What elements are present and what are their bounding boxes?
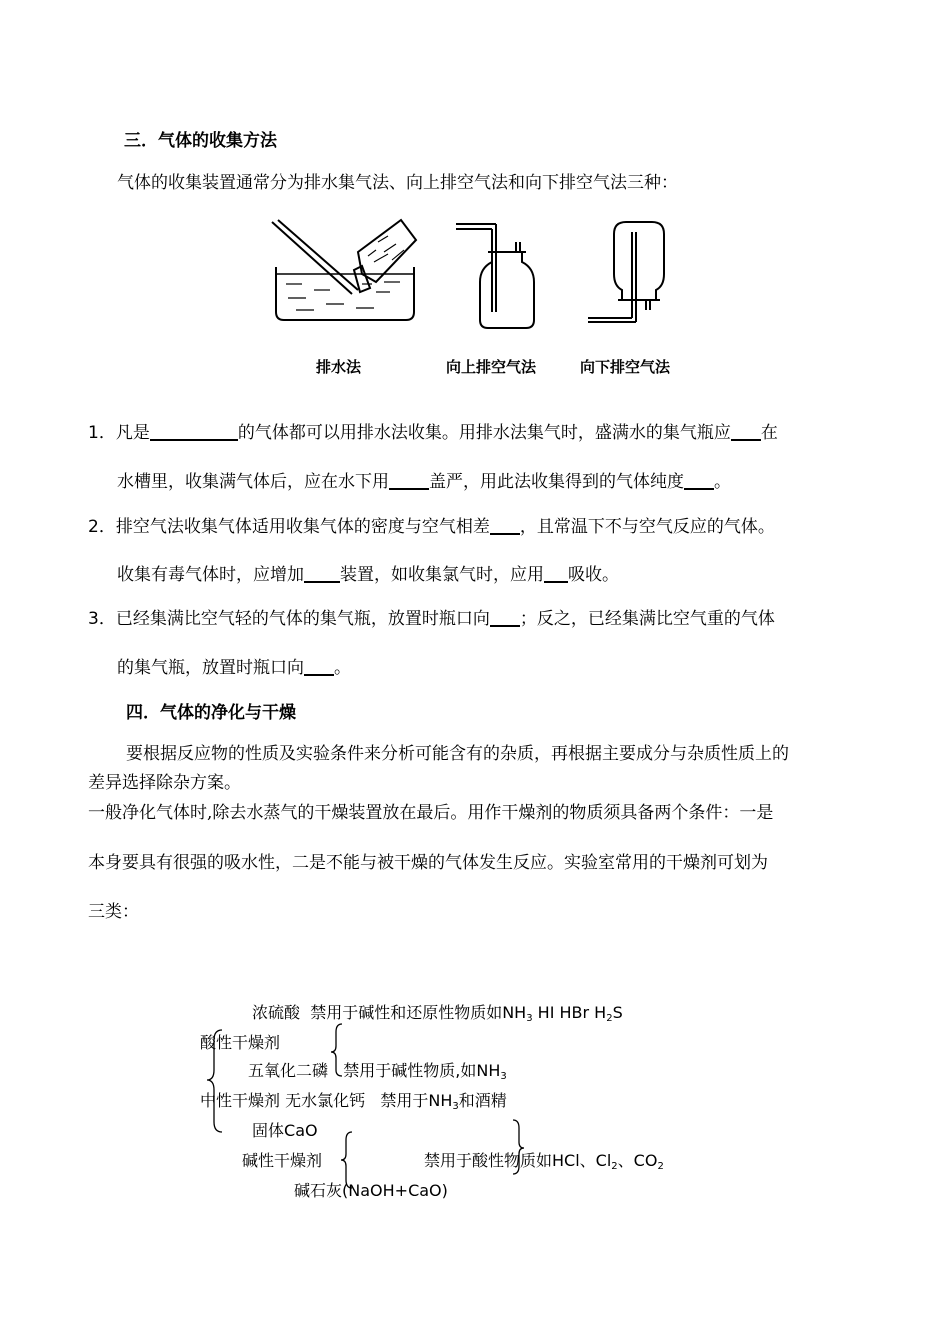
acid-agent-2: 五氧化二磷 [248, 1061, 329, 1080]
base-note: 禁用于酸性物质如 [424, 1151, 553, 1170]
formula-co: 、CO [617, 1151, 658, 1170]
formula-cao: CaO [284, 1121, 318, 1140]
subscript-2: 2 [611, 1161, 618, 1172]
neutral-agent: 无水氯化钙 [285, 1091, 366, 1110]
neutral-drying-agent-label: 中性干燥剂 [200, 1091, 281, 1110]
section-4-title: 四．气体的净化与干燥 [126, 703, 296, 723]
neutral-note-a: 禁用于 [380, 1091, 429, 1110]
question-2-text-b: ，且常温下不与空气反应的气体。 [519, 517, 775, 537]
base-note-row [424, 1148, 664, 1172]
figure-label-upward: 向上排空气法 [446, 358, 537, 376]
question-2-text-a: 排空气法收集气体适用收集气体的密度与空气相差 [115, 517, 490, 537]
acid-agent-2-row [248, 1058, 507, 1082]
subscript-3: 3 [500, 1071, 507, 1082]
question-1-number: 1． [88, 423, 116, 443]
base-drying-agent-label: 碱性干燥剂 [242, 1151, 323, 1170]
section-4-paragraph-1-line-1: 要根据反应物的性质及实验条件来分析可能含有的杂质，再根据主要成分与杂质性质上的 [126, 744, 789, 764]
acid-agent-2-note: 禁用于碱性物质,如 [343, 1061, 477, 1080]
question-3-text-a: 已经集满比空气轻的气体的集气瓶，放置时瓶口向 [115, 609, 490, 629]
neutral-note-b: 和酒精 [458, 1091, 507, 1110]
acid-agent-1-row [252, 1000, 623, 1024]
question-1-text-a: 凡是 [115, 423, 150, 443]
question-2-number: 2． [88, 517, 116, 537]
section-4-paragraph-2-line-1: 一般净化气体时,除去水蒸气的干燥装置放在最后。用作干燥剂的物质须具备两个条件：一是 [88, 803, 774, 823]
formula-hcl-cl: HCl、Cl [552, 1151, 612, 1170]
question-1-text-c: 在 [760, 423, 778, 443]
question-3-number: 3． [88, 609, 116, 629]
question-3-text-d: 。 [334, 658, 351, 678]
section-4-paragraph-1-line-2: 差异选择除杂方案。 [88, 773, 241, 793]
subscript-3: 3 [526, 1013, 533, 1024]
base-agent-2-row [294, 1178, 448, 1201]
question-3-text-b: ；反之，已经集满比空气重的气体 [519, 609, 775, 629]
question-1-text-b: 的气体都可以用排水法收集。用排水法集气时，盛满水的集气瓶应 [237, 423, 731, 443]
subscript-3: 3 [452, 1101, 459, 1112]
formula-hi-hbr: HI HBr H [532, 1003, 607, 1022]
neutral-row [200, 1088, 507, 1112]
formula-nh3: NH [476, 1061, 501, 1080]
section-3-title: 三．气体的收集方法 [124, 131, 277, 151]
formula-naoh-cao: (NaOH+CaO) [342, 1181, 448, 1200]
acid-drying-agent-label: 酸性干燥剂 [200, 1033, 281, 1052]
formula-nh3: NH [428, 1091, 453, 1110]
question-2-text-e: 吸收。 [568, 565, 619, 585]
subscript-2: 2 [657, 1161, 664, 1172]
formula-nh3: NH [502, 1003, 527, 1022]
acid-agent-1: 浓硫酸 [252, 1003, 301, 1022]
section-3-intro: 气体的收集装置通常分为排水集气法、向上排空气法和向下排空气法三种： [117, 173, 678, 193]
formula-s: S [612, 1003, 623, 1022]
question-1-text-e: 盖严，用此法收集得到的气体纯度 [429, 472, 684, 492]
base-agent-2: 碱石灰 [294, 1181, 343, 1200]
subscript-2: 2 [606, 1013, 613, 1024]
question-3-text-c: 的集气瓶，放置时瓶口向 [117, 658, 304, 678]
question-2-text-c: 收集有毒气体时，应增加 [117, 565, 304, 585]
acid-agent-1-note: 禁用于碱性和还原性物质如 [310, 1003, 503, 1022]
question-2-text-d: 装置，如收集氯气时，应用 [340, 565, 544, 585]
section-4-paragraph-2-line-2: 本身要具有很强的吸水性，二是不能与被干燥的气体发生反应。实验室常用的干燥剂可划为 [88, 853, 768, 873]
question-1-text-f: 。 [714, 472, 731, 492]
figure-label-water: 排水法 [316, 358, 362, 376]
base-agent-1-row [252, 1118, 318, 1141]
base-agent-1: 固体 [252, 1121, 285, 1140]
section-4-paragraph-2-line-3: 三类： [88, 902, 139, 922]
question-1-text-d: 水槽里，收集满气体后，应在水下用 [117, 472, 389, 492]
figure-label-downward: 向下排空气法 [580, 358, 671, 376]
